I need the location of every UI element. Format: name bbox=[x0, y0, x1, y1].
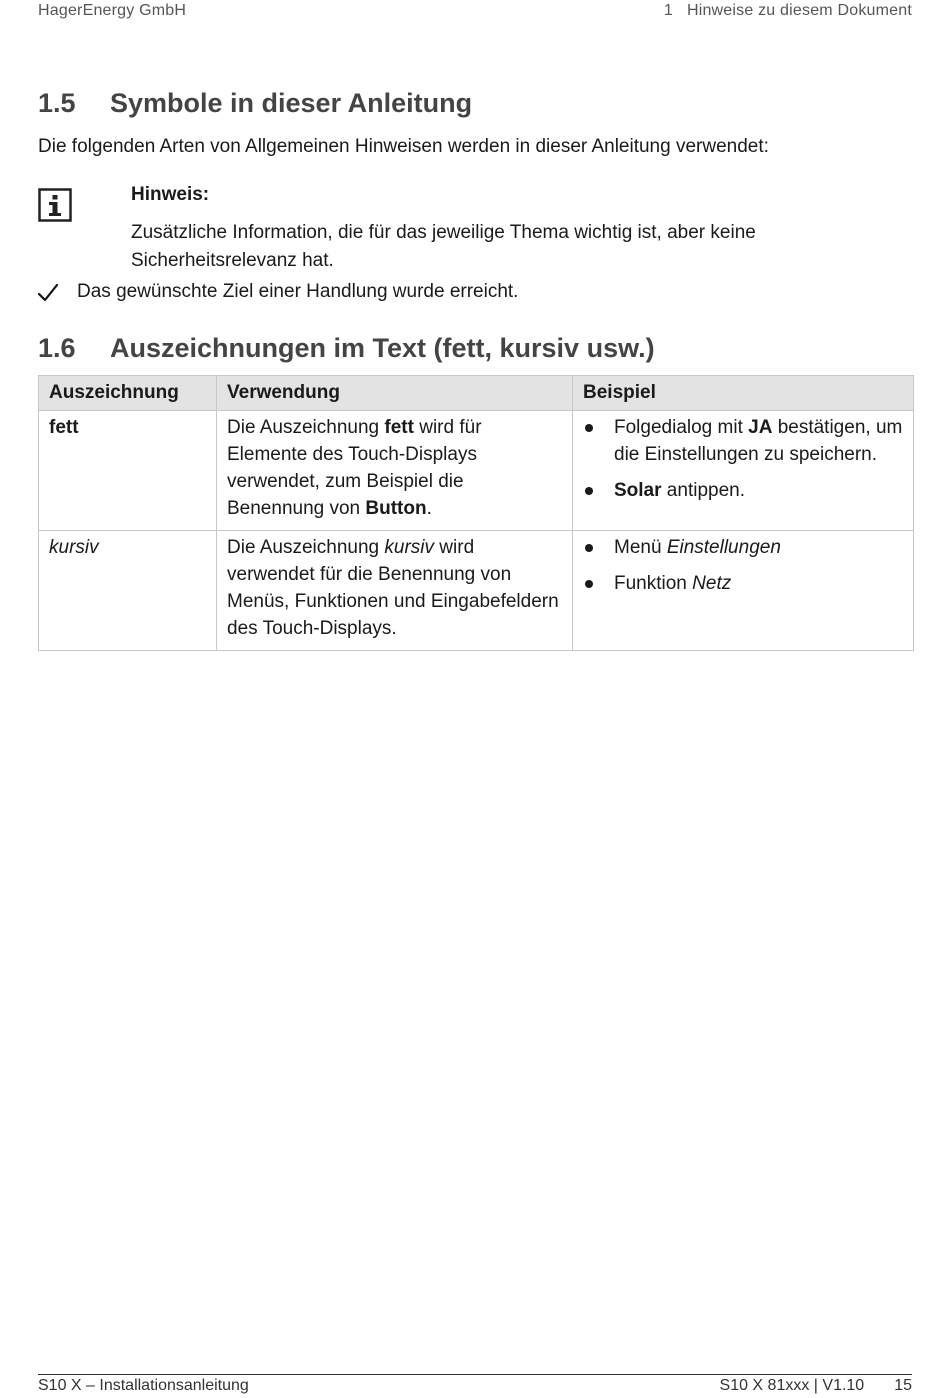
list-item bbox=[583, 534, 903, 561]
column-header: Verwendung bbox=[217, 376, 573, 411]
usage-text: . bbox=[426, 498, 432, 519]
intro-paragraph: Die folgenden Arten von Allgemeinen Hinweisen werden in dieser Anleitung verwendet: bbox=[38, 136, 769, 157]
footer-right bbox=[720, 1377, 912, 1395]
example-text: Funktion bbox=[614, 573, 693, 594]
section-title: Auszeichnungen im Text (fett, kursiv usw.) bbox=[110, 333, 655, 363]
footer-divider bbox=[38, 1374, 912, 1375]
usage-text: Die Auszeichnung bbox=[227, 537, 385, 558]
note-text: Zusätzliche Information, die für das jeweilige Thema wichtig ist, aber keine Sicherheitsrelevanz hat. bbox=[131, 222, 756, 271]
markup-label: kursiv bbox=[49, 537, 99, 558]
example-text: bestätigen, um die Einstellungen zu speichern. bbox=[614, 417, 903, 465]
usage-bold-text: Button bbox=[365, 498, 427, 519]
table-row bbox=[39, 411, 914, 531]
example-italic-text: Netz bbox=[692, 573, 732, 594]
list-item bbox=[583, 570, 903, 597]
result-text: Das gewünschte Ziel einer Handlung wurde erreicht. bbox=[77, 281, 519, 302]
table-row bbox=[39, 531, 914, 651]
markup-label-cell bbox=[39, 411, 217, 531]
header-chapter bbox=[664, 2, 912, 20]
markup-label-cell bbox=[39, 531, 217, 651]
example-list bbox=[583, 414, 903, 504]
header-chapter-title: Hinweise zu diesem Dokument bbox=[686, 2, 912, 19]
markup-table bbox=[38, 375, 914, 651]
checkmark-icon bbox=[38, 283, 58, 303]
header-chapter-number: 1 bbox=[663, 2, 673, 19]
list-item bbox=[583, 414, 903, 468]
table-header-row bbox=[39, 376, 914, 411]
section-title: Symbole in dieser Anleitung bbox=[110, 88, 473, 118]
header-company: HagerEnergy GmbH bbox=[38, 2, 187, 19]
usage-text: Die Auszeichnung bbox=[227, 417, 385, 438]
usage-cell bbox=[217, 411, 573, 531]
list-item bbox=[583, 477, 903, 504]
footer-doc-id: S10 X 81xxx | V1.10 bbox=[719, 1377, 865, 1394]
example-cell bbox=[573, 531, 914, 651]
section-number: 1.6 bbox=[38, 333, 76, 363]
example-text: Menü bbox=[614, 537, 667, 558]
column-header: Auszeichnung bbox=[39, 376, 217, 411]
example-bold-text: JA bbox=[748, 417, 773, 438]
column-header: Beispiel bbox=[573, 376, 914, 411]
example-text: antippen. bbox=[661, 480, 745, 501]
example-text: Folgedialog mit bbox=[614, 417, 749, 438]
usage-bold-text: fett bbox=[384, 417, 414, 438]
example-list bbox=[583, 534, 903, 597]
info-icon bbox=[38, 188, 72, 222]
example-italic-text: Einstellungen bbox=[666, 537, 781, 558]
page-number: 15 bbox=[894, 1377, 912, 1394]
section-heading-1-6 bbox=[38, 333, 655, 364]
note-title: Hinweis: bbox=[131, 184, 210, 205]
example-cell bbox=[573, 411, 914, 531]
section-number: 1.5 bbox=[38, 88, 76, 118]
usage-text: wird verwendet für die Benennung von Menüs, Funktionen und Eingabefeldern des Touch-Displays. bbox=[227, 537, 559, 639]
example-bold-text: Solar bbox=[614, 480, 662, 501]
footer-doc-title: S10 X – Installationsanleitung bbox=[38, 1377, 249, 1394]
section-heading-1-5 bbox=[38, 88, 472, 119]
usage-italic-text: kursiv bbox=[384, 537, 435, 558]
usage-text: wird für Elemente des Touch-Displays verwendet, zum Beispiel die Benennung von bbox=[227, 417, 482, 519]
markup-label: fett bbox=[49, 417, 79, 438]
usage-cell bbox=[217, 531, 573, 651]
